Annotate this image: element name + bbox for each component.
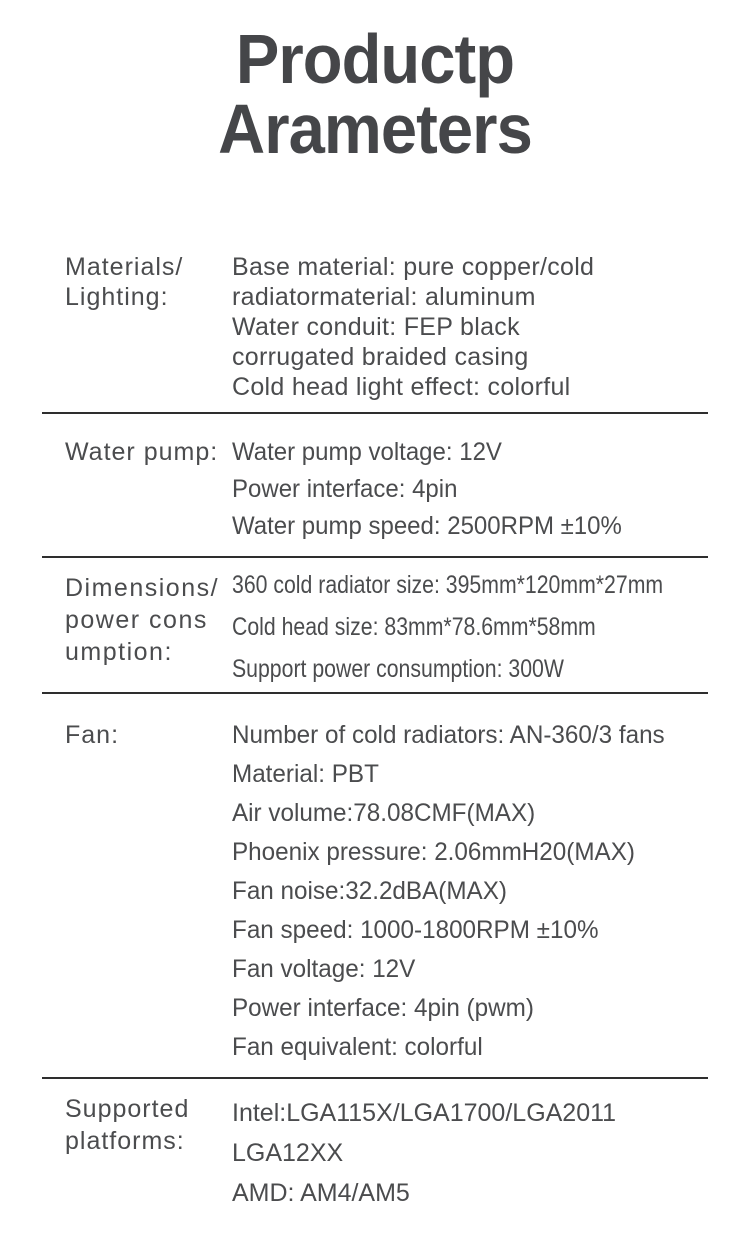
- spec-value-line: Number of cold radiators: AN-360/3 fans: [232, 721, 665, 749]
- spec-label-supported-platforms: [42, 1093, 232, 1213]
- page-title-line-1: Productp: [235, 20, 515, 98]
- spec-value-line: radiatormaterial: aluminum: [232, 283, 536, 311]
- spec-value-line: LGA12XX: [232, 1139, 344, 1167]
- spec-values-dimensions-power: [232, 564, 739, 690]
- spec-value-line: 360 cold radiator size: 395mm*120mm*27mm: [232, 571, 664, 599]
- spec-label-fan: [42, 716, 232, 1067]
- spec-table: [42, 252, 708, 1213]
- spec-value-line: AMD: AM4/AM5: [232, 1179, 410, 1207]
- spec-label-line: Water pump:: [65, 438, 219, 466]
- spec-value-line: Support power consumption: 300W: [232, 655, 564, 683]
- spec-row-water-pump: [42, 414, 708, 556]
- spec-value-line: Cold head light effect: colorful: [232, 373, 571, 401]
- spec-value-line: Fan noise:32.2dBA(MAX): [232, 877, 507, 905]
- spec-label-line: Dimensions/: [65, 574, 220, 602]
- spec-value-line: corrugated braided casing: [232, 343, 529, 371]
- spec-label-line: Supported: [65, 1095, 190, 1123]
- spec-value-line: Base material: pure copper/cold: [232, 253, 595, 281]
- spec-row-dimensions-power: [42, 558, 708, 692]
- spec-value-line: Water pump voltage: 12V: [232, 438, 502, 466]
- spec-label-materials-lighting: [42, 252, 232, 402]
- spec-label-line: Fan:: [65, 721, 120, 749]
- spec-label-line: Lighting:: [65, 283, 169, 311]
- spec-row-fan: [42, 694, 708, 1077]
- spec-value-line: Phoenix pressure: 2.06mmH20(MAX): [232, 838, 635, 866]
- spec-values-supported-platforms: [232, 1093, 708, 1213]
- spec-row-materials-lighting: [42, 252, 708, 412]
- spec-value-line: Material: PBT: [232, 760, 379, 788]
- spec-label-line: power cons: [65, 606, 208, 634]
- spec-value-line: Water pump speed: 2500RPM ±10%: [232, 512, 622, 540]
- spec-values-water-pump: [232, 434, 708, 545]
- spec-row-supported-platforms: [42, 1079, 708, 1213]
- spec-value-line: Power interface: 4pin (pwm): [232, 994, 534, 1022]
- spec-label-line: Materials/: [65, 253, 184, 281]
- spec-label-line: umption:: [65, 638, 173, 666]
- spec-value-line: Air volume:78.08CMF(MAX): [232, 799, 536, 827]
- spec-value-line: Water conduit: FEP black: [232, 313, 520, 341]
- spec-label-water-pump: [42, 434, 232, 545]
- spec-values-fan: [232, 716, 708, 1067]
- spec-value-line: Intel:LGA115X/LGA1700/LGA2011: [232, 1099, 617, 1127]
- page-title-line-2: Arameters: [218, 90, 532, 168]
- page-title: [0, 0, 750, 168]
- spec-value-line: Cold head size: 83mm*78.6mm*58mm: [232, 613, 596, 641]
- spec-value-line: Fan equivalent: colorful: [232, 1033, 483, 1061]
- spec-value-line: Fan speed: 1000-1800RPM ±10%: [232, 916, 599, 944]
- spec-values-materials-lighting: [232, 252, 708, 402]
- spec-value-line: Fan voltage: 12V: [232, 955, 416, 983]
- spec-label-line: platforms:: [65, 1127, 185, 1155]
- spec-label-dimensions-power: [42, 564, 232, 690]
- spec-value-line: Power interface: 4pin: [232, 475, 458, 503]
